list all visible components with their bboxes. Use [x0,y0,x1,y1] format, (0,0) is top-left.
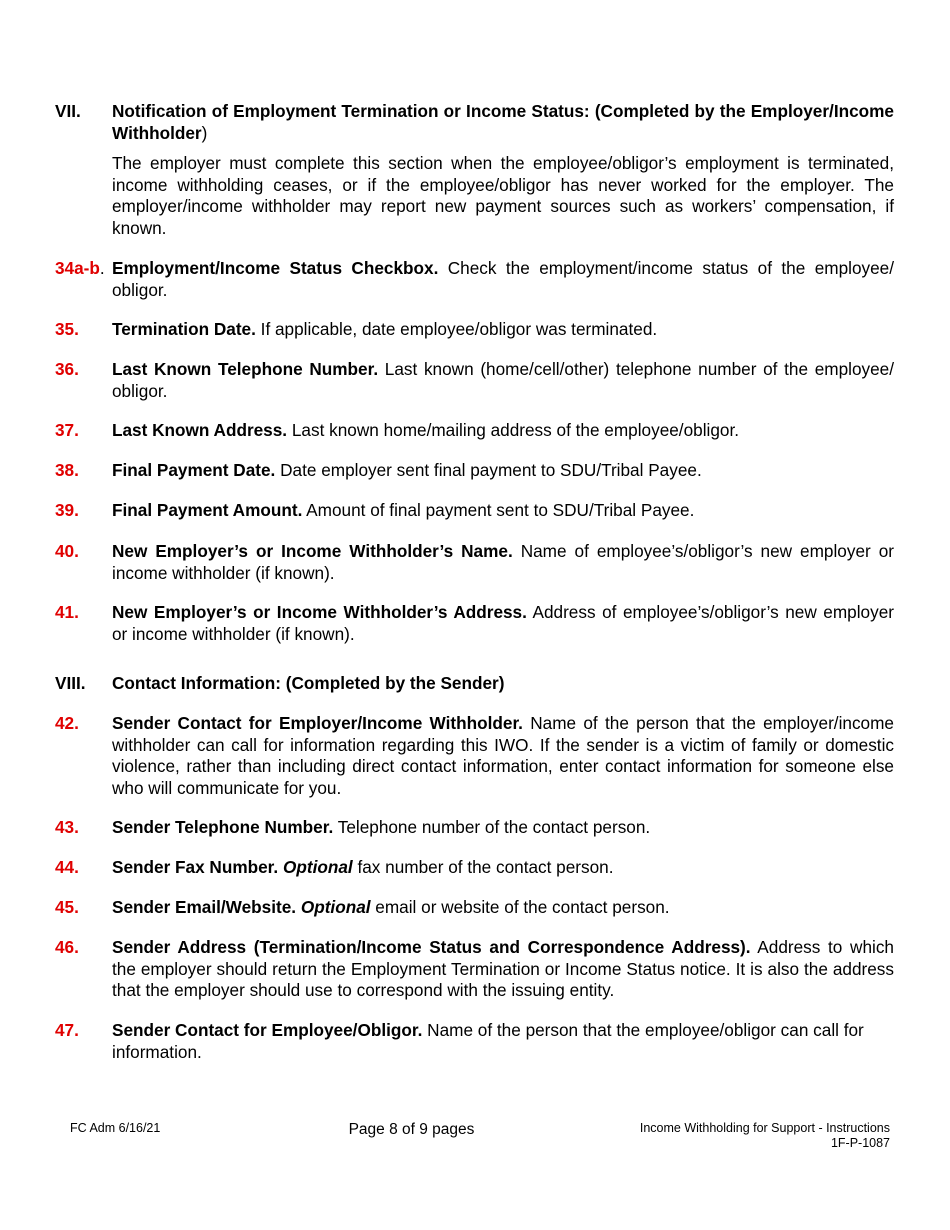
item-number: 38. [55,460,79,480]
list-item [55,500,894,522]
item-title: Sender Telephone Number. [112,817,334,837]
item-number: 36. [55,359,79,379]
footer-title: Income Withholding for Support - Instructions [639,1121,890,1135]
list-item [55,258,894,301]
item-number: 37. [55,420,79,440]
item-number: 47. [55,1020,79,1040]
item-title: Termination Date. [112,319,256,339]
item-title: Sender Contact for Employee/Obligor. [112,1020,423,1040]
item-number: 45. [55,897,79,917]
section-vii-intro: The employer must complete this section when the employee/obligor’s employment is terminated, income withholding ceases, or if the employee/obligor has never worked for the employer. The employer/income withholder may report new payment sources such as workers’ compensation, if known. [112,153,894,238]
item-text: Check the employment/income status of the employee/ obligor. [112,258,894,300]
item-title: New Employer’s or Income Withholder’s Name. [112,541,513,561]
section-number: VIII. [55,673,86,693]
item-emphasis: Optional [300,897,371,917]
list-item [55,602,894,645]
item-title: Sender Email/Website. [112,897,297,917]
item-text: Telephone number of the contact person. [333,817,651,837]
item-title: Sender Fax Number. [112,857,279,877]
list-item [55,857,894,879]
list-item [55,713,894,799]
list-item [55,319,894,341]
item-number: 35. [55,319,79,339]
list-item [55,897,894,919]
item-text: Amount of final payment sent to SDU/Tribal Payee. [302,500,695,520]
footer-title-block [640,1121,890,1151]
footer-page-number: Page 8 of 9 pages [348,1121,475,1138]
section-title: Notification of Employment Termination or Income Status: (Completed by the Employer/Income Withholder [112,101,894,143]
list-item [55,460,894,482]
item-number: 39. [55,500,79,520]
item-title: New Employer’s or Income Withholder’s Address. [112,602,527,622]
section-title: Contact Information: (Completed by the Sender) [112,673,505,693]
item-title: Final Payment Amount. [112,500,303,520]
item-number: 41. [55,602,79,622]
item-text: If applicable, date employee/obligor was terminated. [255,319,658,339]
section-number: VII. [55,101,81,121]
item-title: Final Payment Date. [112,460,276,480]
list-item [55,1020,894,1063]
item-text: email or website of the contact person. [370,897,670,917]
list-item [55,817,894,839]
item-title: Sender Contact for Employer/Income Withholder. [112,713,523,733]
item-title: Employment/Income Status Checkbox. [112,258,439,278]
item-text: Name of employee’s/obligor’s new employer or income withholder (if known). [112,541,894,583]
item-number: 44. [55,857,79,877]
item-number: 40. [55,541,79,561]
item-title: Last Known Telephone Number. [112,359,379,379]
item-text: fax number of the contact person. [352,857,614,877]
list-item [55,420,894,442]
footer-form-id: FC Adm 6/16/21 [70,1121,161,1135]
item-title: Sender Address (Termination/Income Status and Correspondence Address). [112,937,751,957]
item-number: 42. [55,713,79,733]
item-text: Name of the person that the employer/income withholder can call for information regarding this IWO. If the sender is a victim of family or domestic violence, rather than including direct contact information, enter contact information for someone else who will communicate for you. [112,713,894,798]
item-number: 43. [55,817,79,837]
item-text: Date employer sent final payment to SDU/Tribal Payee. [275,460,702,480]
list-item [55,359,894,402]
footer-code: 1F-P-1087 [830,1136,890,1150]
item-text: Address of employee’s/obligor’s new employer or income withholder (if known). [112,602,894,644]
section-title-close: ) [201,122,208,143]
section-vii-heading [55,101,894,144]
item-text: Last known home/mailing address of the employee/obligor. [287,420,740,440]
item-emphasis: Optional [282,857,353,877]
section-viii-heading [55,673,894,695]
item-text: Address to which the employer should return the Employment Termination or Income Status notice. It is also the address that the employer should use to correspond with the issuing entity. [112,937,894,1000]
list-item [55,541,894,584]
list-item [55,937,894,1002]
item-number: 46. [55,937,79,957]
item-text: Last known (home/cell/other) telephone number of the employee/ obligor. [112,359,894,401]
item-text: Name of the person that the employee/obligor can call for information. [112,1020,864,1062]
item-title: Last Known Address. [112,420,288,440]
item-number: 34a-b. [55,258,105,278]
